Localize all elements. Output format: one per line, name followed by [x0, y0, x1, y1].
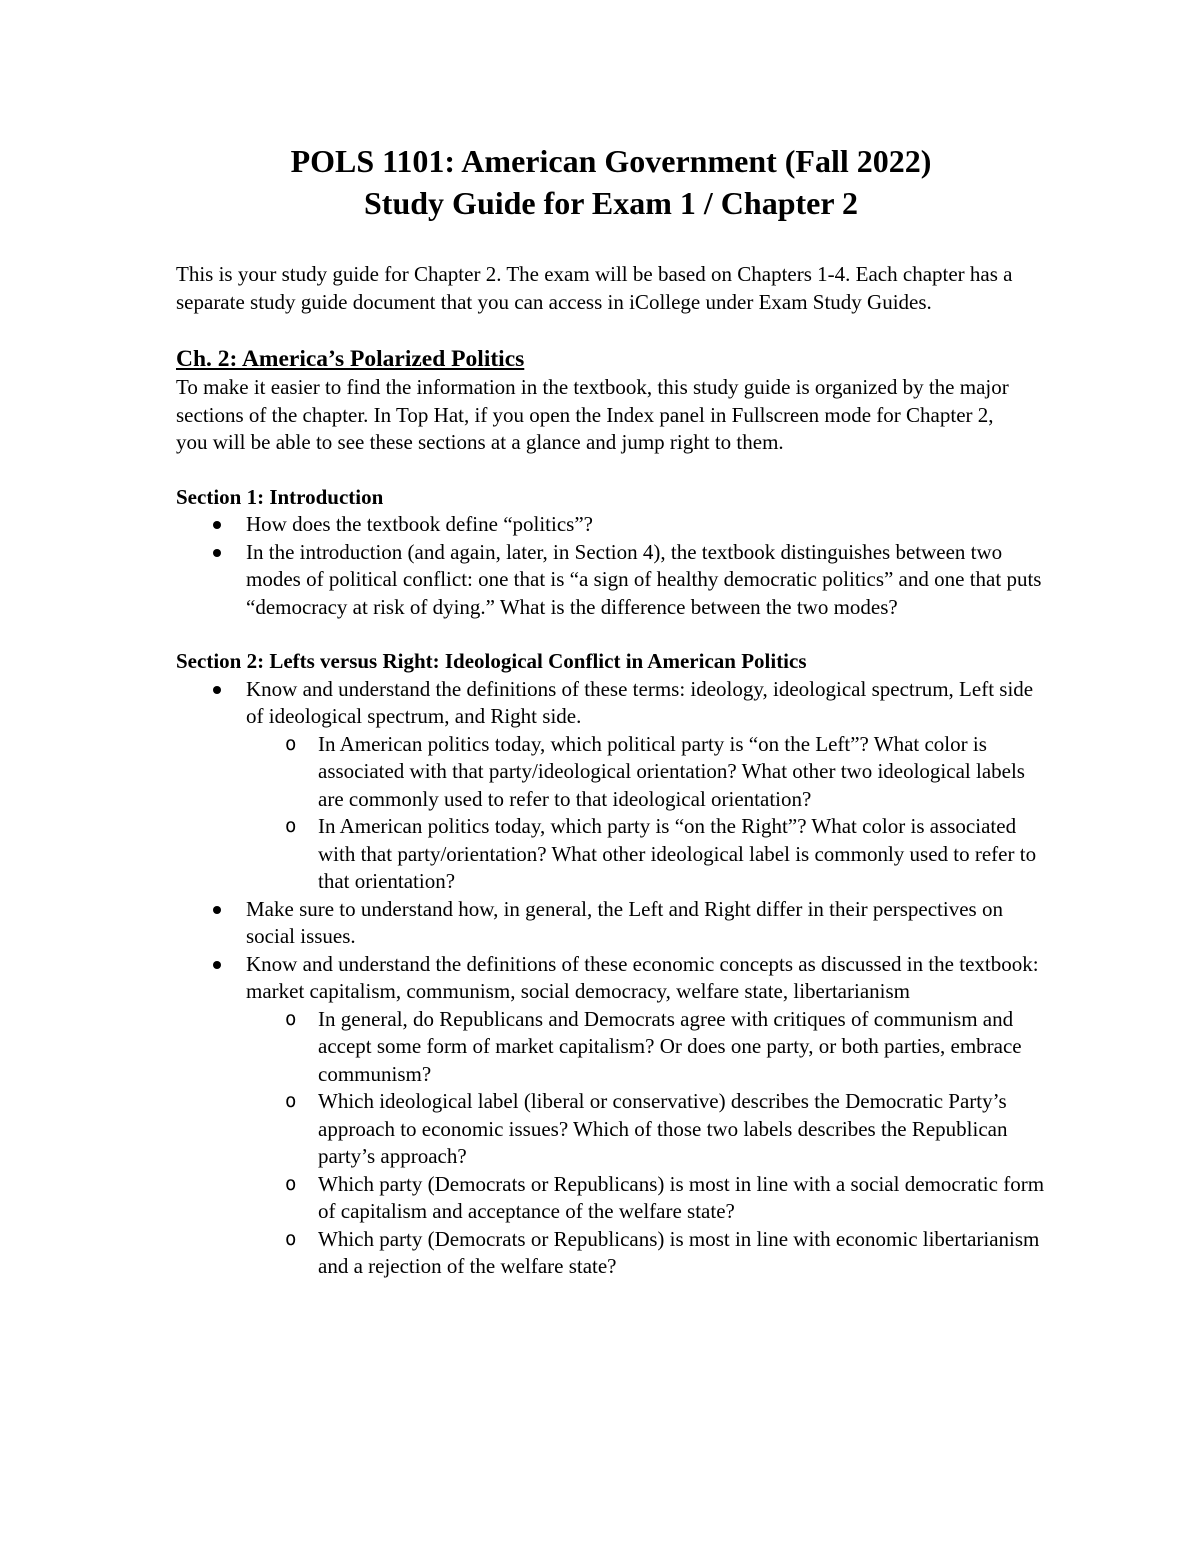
sub-item-text: In general, do Republicans and Democrats agree with critiques of communism and accept some form of market capitalism? Or does one party, or both parties, embrace communism? — [318, 1006, 1022, 1086]
document-page — [176, 140, 1046, 1281]
guide-title: Study Guide for Exam 1 / Chapter 2 — [364, 185, 858, 221]
circle-bullet-icon: o — [285, 1172, 297, 1195]
bullet-text: Make sure to understand how, in general, the Left and Right differ in their perspectives on social issues. — [246, 896, 1003, 948]
sub-item-text: In American politics today, which party is “on the Right”? What color is associated with that party/orientation? What other ideological label is commonly used to refer to that orientation? — [318, 814, 1037, 893]
chapter-description: To make it easier to find the information in the textbook, this study guide is organized by the major sections of the chapter. In Top Hat, if you open the Index panel in Fullscreen mode for Chapter 2, you will be able to see these sections at a glance and jump right to them. — [176, 375, 1009, 454]
sub-item-text: Which party (Democrats or Republicans) is most in line with a social democratic form of capitalism and acceptance of the welfare state? — [318, 1171, 1045, 1223]
sub-list — [246, 731, 1046, 896]
sub-list — [246, 1006, 1046, 1281]
section-1-heading: Section 1: Introduction — [176, 484, 384, 509]
bullet-icon — [213, 549, 221, 557]
circle-bullet-icon: o — [285, 815, 297, 837]
list-item — [176, 511, 1046, 539]
list-item — [176, 896, 1046, 951]
bullet-text: How does the textbook define “politics”? — [246, 512, 593, 536]
course-title: POLS 1101: American Government (Fall 2022) — [290, 143, 932, 179]
bullet-text: Know and understand the definitions of these terms: ideology, ideological spectrum, Left side of ideological spectrum, and Right side. — [246, 676, 1034, 728]
list-item — [176, 539, 1046, 622]
chapter-heading: Ch. 2: America’s Polarized Politics — [176, 346, 525, 372]
sub-list-item — [246, 813, 1046, 896]
document-title — [176, 140, 1046, 224]
sub-list-item — [246, 1226, 1046, 1281]
sub-list-item — [246, 731, 1046, 814]
bullet-text: In the introduction (and again, later, in Section 4), the textbook distinguishes between two modes of political conflict: one that is “a sign of healthy democratic politics” and one that puts “democracy at risk of dying.” What is the difference between the two modes? — [246, 539, 1042, 619]
section-2-heading: Section 2: Lefts versus Right: Ideological Conflict in American Politics — [176, 649, 807, 673]
bullet-icon — [213, 521, 221, 529]
list-item — [176, 676, 1046, 896]
sub-item-text: In American politics today, which political party is “on the Left”? What color is associated with that party/ideological orientation? What other two ideological labels are commonly used to refer to that ideological orientation? — [318, 731, 1025, 811]
bullet-icon — [213, 961, 221, 969]
circle-bullet-icon: o — [285, 1090, 297, 1112]
section-1-bullet-list — [176, 511, 1046, 621]
sub-item-text: Which party (Democrats or Republicans) is most in line with economic libertarianism and a rejection of the welfare state? — [318, 1226, 1040, 1278]
bullet-icon — [213, 906, 221, 914]
intro-paragraph: This is your study guide for Chapter 2. The exam will be based on Chapters 1-4. Each chapter has a separate study guide document that you can access in iCollege under Exam Study Guides. — [176, 262, 1013, 314]
circle-bullet-icon: o — [285, 1227, 297, 1250]
circle-bullet-icon: o — [285, 1007, 297, 1030]
sub-list-item — [246, 1006, 1046, 1089]
bullet-text: Know and understand the definitions of these economic concepts as discussed in the textbook: market capitalism, communism, social democracy, welfare state, libertarianism — [246, 951, 1039, 1003]
sub-list-item — [246, 1171, 1046, 1226]
circle-bullet-icon: o — [285, 732, 297, 755]
list-item — [176, 951, 1046, 1281]
sub-item-text: Which ideological label (liberal or conservative) describes the Democratic Party’s approach to economic issues? Which of those two labels describes the Republican party’s approach? — [318, 1089, 1008, 1168]
bullet-icon — [213, 686, 221, 694]
sub-list-item — [246, 1088, 1046, 1171]
section-2-bullet-list — [176, 676, 1046, 1281]
